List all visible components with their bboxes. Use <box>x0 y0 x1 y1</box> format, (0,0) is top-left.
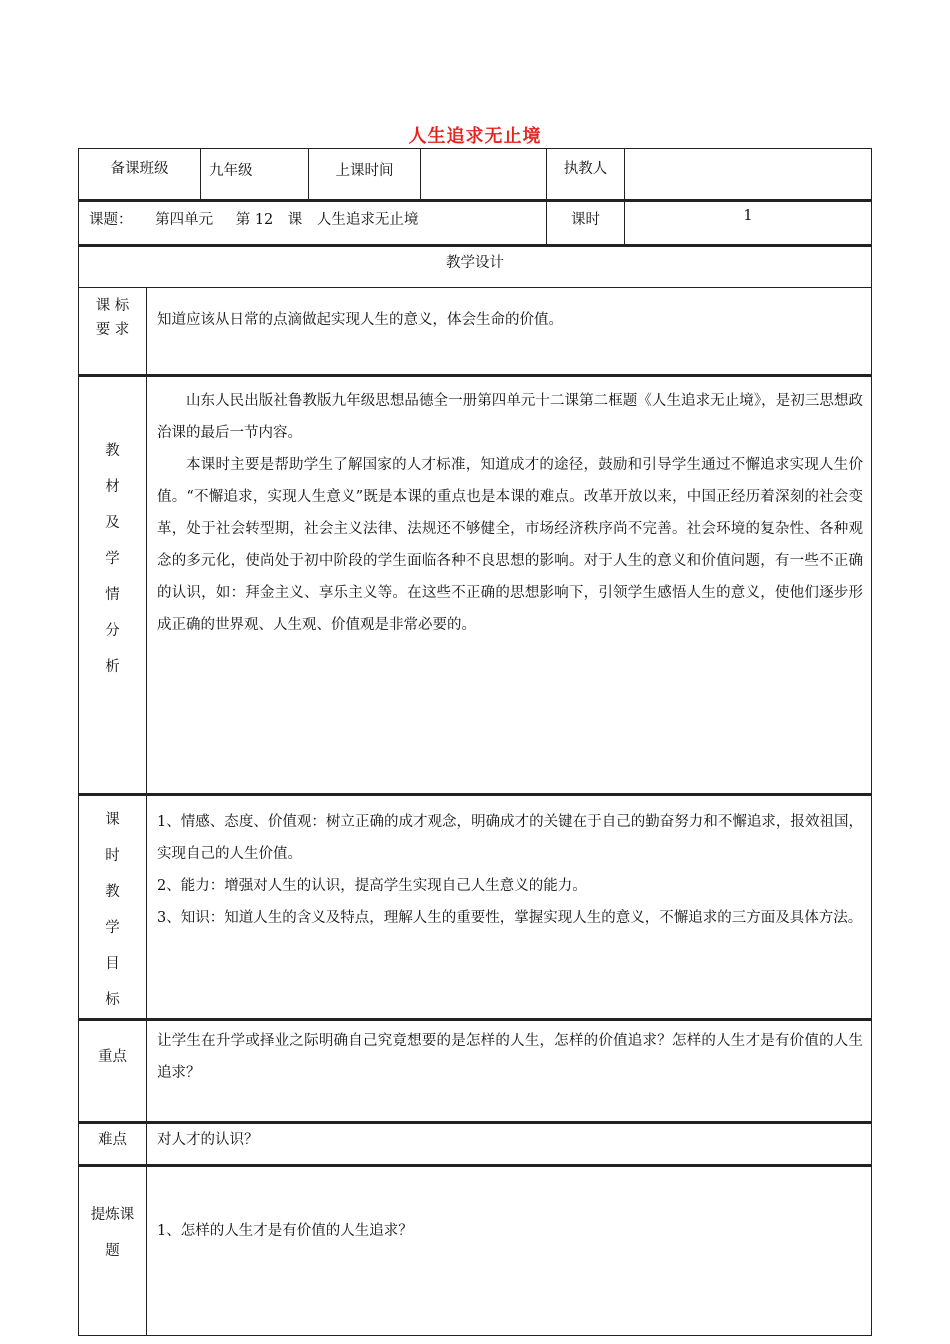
objectives-body <box>147 795 872 1019</box>
key-point-table <box>78 1019 872 1122</box>
difficulty-table <box>78 1122 872 1165</box>
topic-lesson: 第 12 课 <box>235 212 303 228</box>
topic-table <box>78 200 872 245</box>
difficulty-label: 难点 <box>79 1123 147 1165</box>
objectives-label-char: 标 <box>105 992 120 1008</box>
document-title: 人生追求无止境 <box>408 126 542 147</box>
analysis-label-char: 情 <box>105 587 120 603</box>
objectives-label-char: 时 <box>105 848 120 864</box>
teacher-label: 执教人 <box>547 149 625 200</box>
objectives-label <box>79 795 147 1019</box>
key-point-label: 重点 <box>79 1020 147 1122</box>
topic-cell <box>79 201 547 245</box>
class-time-value <box>421 149 547 200</box>
lesson-plan-form <box>78 148 871 1336</box>
analysis-label-char: 析 <box>105 659 120 675</box>
topic-unit: 第四单元 <box>155 212 214 228</box>
key-point-text: 让学生在升学或择业之际明确自己究竟想要的是怎样的人生，怎样的价值追求？怎样的人生才是有价值的人生追求？ <box>147 1020 872 1122</box>
standard-label <box>79 288 147 375</box>
analysis-paragraph: 山东人民出版社鲁教版九年级思想品德全一册第四单元十二课第二框题《人生追求无止境》，是初三思想政治课的最后一节内容。 <box>157 393 863 441</box>
objectives-label-char: 学 <box>105 920 120 936</box>
prep-class-label: 备课班级 <box>79 149 201 200</box>
standard-label-line1: 课 标 <box>95 298 130 314</box>
difficulty-text: 对人才的认识？ <box>147 1123 872 1165</box>
analysis-table <box>78 375 872 794</box>
refine-label-line1: 提炼课 <box>90 1207 135 1223</box>
analysis-label-char: 分 <box>105 623 120 639</box>
analysis-label-char: 及 <box>105 515 120 531</box>
class-time-label: 上课时间 <box>309 149 421 200</box>
objectives-label-char: 目 <box>105 956 120 972</box>
grade-value: 九年级 <box>201 149 309 200</box>
refine-label <box>79 1166 147 1336</box>
design-heading: 教学设计 <box>79 246 872 288</box>
hours-value: 1 <box>625 201 872 245</box>
design-table <box>78 245 872 375</box>
objective-item: 2、能力：增强对人生的认识，提高学生实现自己人生意义的能力。 <box>157 878 587 894</box>
analysis-body <box>147 376 872 794</box>
teacher-value <box>625 149 872 200</box>
refine-table <box>78 1165 872 1336</box>
hours-label: 课时 <box>547 201 625 245</box>
refine-text: 1、怎样的人生才是有价值的人生追求？ <box>147 1166 872 1336</box>
topic-title: 人生追求无止境 <box>316 212 419 228</box>
analysis-label-char: 学 <box>105 551 120 567</box>
analysis-label-char: 教 <box>105 443 120 459</box>
objective-item: 3、知识：知道人生的含义及特点，理解人生的重要性，掌握实现人生的意义，不懈追求的三方面及具体方法。 <box>157 910 863 926</box>
standard-text: 知道应该从日常的点滴做起实现人生的意义，体会生命的价值。 <box>147 288 872 375</box>
analysis-label-char: 材 <box>105 479 120 495</box>
objectives-table <box>78 794 872 1019</box>
objective-item: 1、情感、态度、价值观：树立正确的成才观念，明确成才的关键在于自己的勤奋努力和不懈追求，报效祖国，实现自己的人生价值。 <box>157 814 863 862</box>
header-table <box>78 148 872 200</box>
analysis-paragraph: 本课时主要是帮助学生了解国家的人才标准，知道成才的途径，鼓励和引导学生通过不懈追求实现人生价值。“不懈追求，实现人生意义”既是本课的重点也是本课的难点。改革开放以来，中国正经历着深刻的社会变革，处于社会转型期，社会主义法律、法规还不够健全，市场经济秩序尚不完善。社会环境的复杂性、各种观念的多元化，使尚处于初中阶段的学生面临各种不良思想的影响。对于人生的意义和价值问题，有一些不正确的认识，如：拜金主义、享乐主义等。在这些不正确的思想影响下，引领学生感悟人生的意义，使他们逐步形成正确的世界观、人生观、价值观是非常必要的。 <box>157 457 863 633</box>
analysis-label <box>79 376 147 794</box>
objectives-label-char: 课 <box>105 812 120 828</box>
refine-label-line2: 题 <box>105 1243 120 1259</box>
standard-label-line2: 要 求 <box>95 322 130 338</box>
topic-label: 课题： <box>89 212 133 228</box>
objectives-label-char: 教 <box>105 884 120 900</box>
